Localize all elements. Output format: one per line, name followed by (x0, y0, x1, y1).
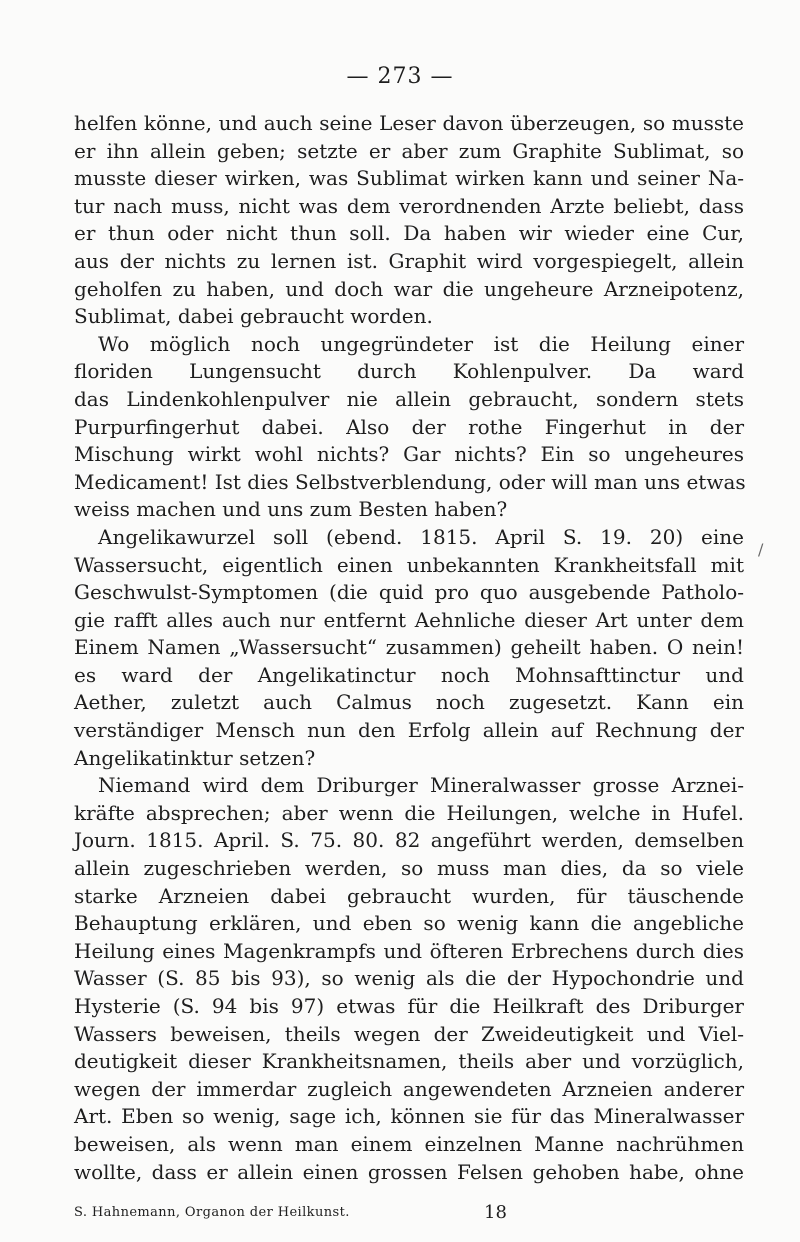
text-line: kräfte absprechen; aber wenn die Heilungen, welche in Hufel. (74, 800, 744, 825)
text-line: starke Arzneien dabei gebraucht wurden, für täuschende (74, 883, 744, 908)
text-line: wollte, dass er allein einen grossen Felsen gehoben habe, ohne (74, 1159, 744, 1184)
text-line: das Lindenkohlenpulver nie allein gebraucht, sondern stets (74, 386, 744, 411)
text-line: beweisen, als wenn man einem einzelnen Manne nachrühmen (74, 1131, 744, 1156)
text-line: Wassers beweisen, theils wegen der Zweideutigkeit und Viel- (74, 1021, 744, 1046)
text-line: Hysterie (S. 94 bis 97) etwas für die Heilkraft des Driburger (74, 994, 744, 1018)
text-line: Einem Namen „Wassersucht“ zusammen) geheilt haben. O nein! (74, 635, 744, 660)
page-number: — 273 — (346, 64, 454, 89)
sheet-number: 18 (484, 1202, 507, 1223)
text-line: aus der nichts zu lernen ist. Graphit wird vorgespiegelt, allein (74, 248, 744, 273)
text-line: weiss machen und uns zum Besten haben? (74, 497, 508, 522)
text-line: er ihn allein geben; setzte er aber zum Graphite Sublimat, so (74, 138, 744, 163)
text-line: floriden Lungensucht durch Kohlenpulver. Da ward (74, 359, 744, 384)
text-line: Geschwulst-Symptomen (die quid pro quo ausgebende Patholo- (74, 580, 744, 605)
text-line: helfen könne, und auch seine Leser davon überzeugen, so musste (74, 111, 744, 135)
text-line: Aether, zuletzt auch Calmus noch zugesetzt. Kann ein (74, 690, 744, 715)
text-line: Mischung wirkt wohl nichts? Gar nichts? Ein so ungeheures (74, 442, 744, 467)
body-text (74, 110, 744, 1186)
text-line: musste dieser wirken, was Sublimat wirken kann und seiner Na- (74, 166, 744, 191)
text-line: Journ. 1815. April. S. 75. 80. 82 angeführt werden, demselben (74, 828, 744, 853)
text-line: geholfen zu haben, und doch war die ungeheure Arzneipotenz, (74, 276, 744, 301)
text-line: allein zugeschrieben werden, so muss man dies, da so viele (74, 856, 744, 881)
text-line: Art. Eben so wenig, sage ich, können sie für das Mineralwasser (74, 1104, 744, 1129)
text-line: Wo möglich noch ungegründeter ist die Heilung einer (98, 331, 744, 356)
text-line: er thun oder nicht thun soll. Da haben wir wieder eine Cur, (74, 221, 744, 246)
text-line: gie rafft alles auch nur entfernt Aehnliche dieser Art unter dem (74, 607, 744, 632)
text-line: Purpurfingerhut dabei. Also der rothe Fingerhut in der (74, 414, 744, 439)
text-line: Niemand wird dem Driburger Mineralwasser grosse Arznei- (98, 773, 744, 798)
text-line: Wasser (S. 85 bis 93), so wenig als die der Hypochondrie und (74, 966, 744, 991)
margin-mark: / (758, 540, 764, 559)
text-line: Angelikatinktur setzen? (74, 745, 316, 770)
text-line: wegen der immerdar zugleich angewendeten Arzneien anderer (74, 1076, 744, 1101)
text-line: tur nach muss, nicht was dem verordnenden Arzte beliebt, dass (74, 193, 744, 218)
text-line: Angelikawurzel soll (ebend. 1815. April S. 19. 20) eine (98, 524, 744, 549)
text-line: verständiger Mensch nun den Erfolg allein auf Rechnung der (74, 718, 744, 743)
text-line: Medicament! Ist dies Selbstverblendung, oder will man uns etwas (74, 469, 746, 494)
text-line: es ward der Angelikatinctur noch Mohnsafttinctur und (74, 662, 744, 687)
page-footer (74, 1200, 744, 1226)
text-line: Heilung eines Magenkrampfs und öfteren Erbrechens durch dies (74, 938, 744, 963)
text-line: deutigkeit dieser Krankheitsnamen, theils aber und vorzüglich, (74, 1049, 744, 1074)
footer-signature: S. Hahnemann, Organon der Heilkunst. (74, 1205, 350, 1220)
text-line: Behauptung erklären, und eben so wenig kann die angebliche (74, 911, 744, 936)
text-line: Wassersucht, eigentlich einen unbekannten Krankheitsfall mit (74, 552, 744, 577)
text-line: Sublimat, dabei gebraucht worden. (74, 304, 433, 329)
